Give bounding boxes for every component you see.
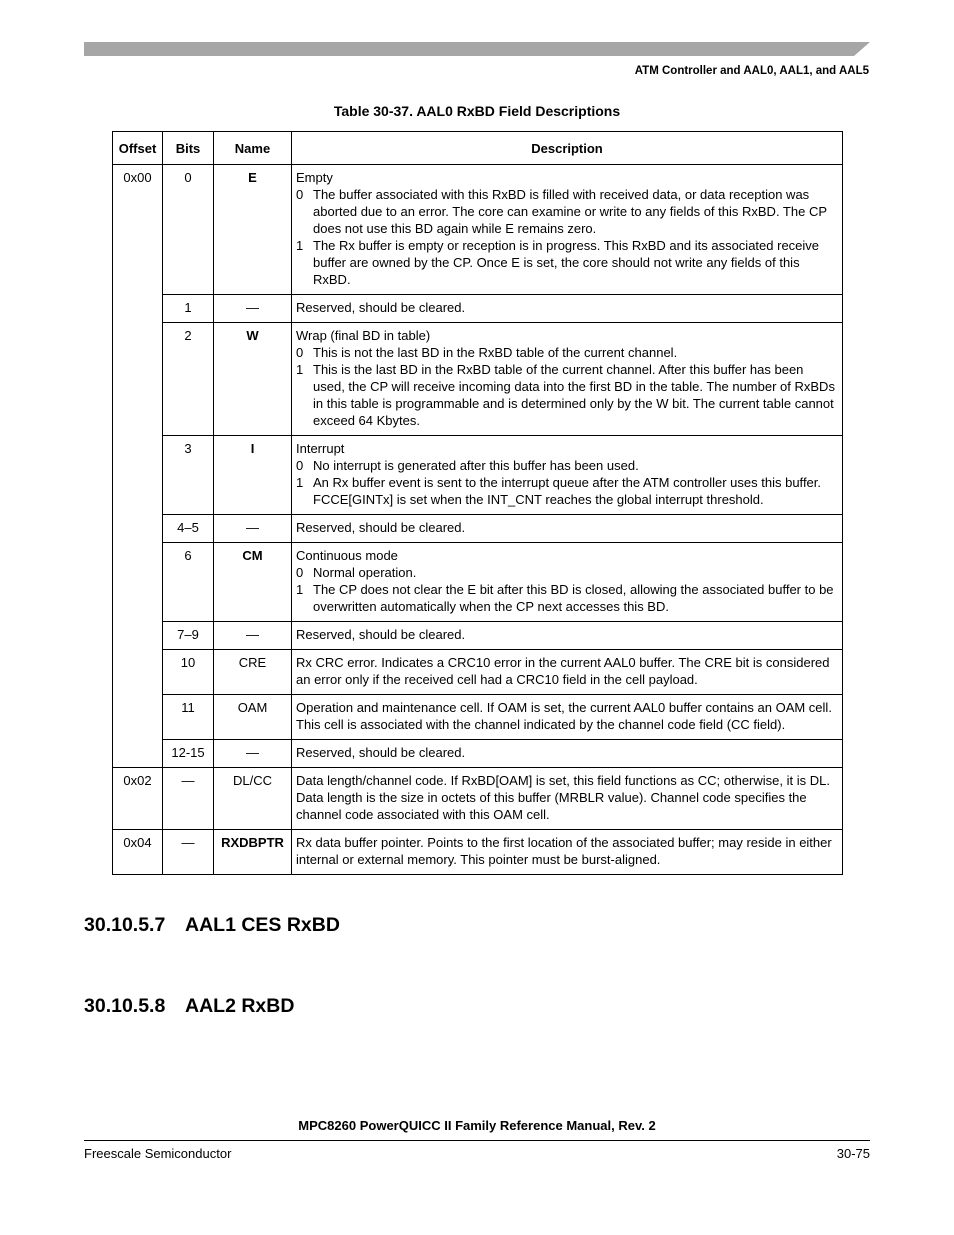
- option-item: [296, 474, 838, 508]
- option-item: [296, 457, 838, 474]
- option-text: This is not the last BD in the RxBD table of the current channel.: [313, 345, 678, 360]
- table-row: [113, 830, 843, 875]
- table-row: [113, 543, 843, 622]
- table-row: [113, 295, 843, 323]
- option-item: [296, 361, 838, 429]
- bits-cell: 11: [163, 695, 214, 740]
- bits-cell: 6: [163, 543, 214, 622]
- option-key: 0: [296, 458, 304, 473]
- offset-cell: 0x04: [113, 830, 163, 875]
- name-cell: —: [214, 515, 292, 543]
- footer-company: Freescale Semiconductor: [84, 1146, 232, 1161]
- bits-cell: 12-15: [163, 740, 214, 768]
- name-cell: CRE: [214, 650, 292, 695]
- description-title: Empty: [296, 170, 333, 185]
- table-row: [113, 436, 843, 515]
- column-header-name: Name: [214, 132, 292, 165]
- bits-cell: 3: [163, 436, 214, 515]
- option-key: 0: [296, 565, 304, 580]
- name-cell: —: [214, 622, 292, 650]
- option-key: 1: [296, 475, 304, 490]
- section-heading-aal1-ces-rxbd: [84, 914, 340, 937]
- table-row: [113, 323, 843, 436]
- column-header-description: Description: [292, 132, 843, 165]
- column-header-offset: Offset: [113, 132, 163, 165]
- option-key: 1: [296, 238, 304, 253]
- name-cell: —: [214, 740, 292, 768]
- bits-cell: 0: [163, 165, 214, 295]
- description-cell: Reserved, should be cleared.: [292, 740, 843, 768]
- description-cell: [292, 323, 843, 436]
- page-number: 30-75: [836, 1146, 870, 1161]
- name-cell: RXDBPTR: [214, 830, 292, 875]
- offset-cell: 0x00: [113, 165, 163, 768]
- option-item: [296, 237, 838, 288]
- bits-cell: 7–9: [163, 622, 214, 650]
- name-cell: CM: [214, 543, 292, 622]
- description-cell: Rx CRC error. Indicates a CRC10 error in the current AAL0 buffer. The CRE bit is considered an error only if the received cell had a CRC10 field in the cell payload.: [292, 650, 843, 695]
- description-cell: Reserved, should be cleared.: [292, 515, 843, 543]
- name-cell: —: [214, 295, 292, 323]
- description-cell: [292, 543, 843, 622]
- option-item: [296, 564, 838, 581]
- table-row: [113, 650, 843, 695]
- bits-cell: 1: [163, 295, 214, 323]
- option-text: An Rx buffer event is sent to the interrupt queue after the ATM controller uses this buffer. FCCE[GINTx] is set when the INT_CNT reaches the global interrupt threshold.: [313, 475, 822, 507]
- table-row: [113, 515, 843, 543]
- option-item: [296, 581, 838, 615]
- option-item: [296, 344, 838, 361]
- option-text: The Rx buffer is empty or reception is in progress. This RxBD and its associated receive buffer are owned by the CP. Once E is set, the core should not write any fields of this RxBD.: [313, 238, 820, 287]
- option-text: Normal operation.: [313, 565, 417, 580]
- section-number: 30.10.5.7: [84, 914, 166, 936]
- option-key: 1: [296, 582, 304, 597]
- column-header-bits: Bits: [163, 132, 214, 165]
- bits-cell: 2: [163, 323, 214, 436]
- description-cell: Reserved, should be cleared.: [292, 622, 843, 650]
- option-text: The CP does not clear the E bit after this BD is closed, allowing the associated buffer to be overwritten automatically when the CP next accesses this BD.: [313, 582, 834, 614]
- option-key: 0: [296, 187, 304, 202]
- description-cell: [292, 436, 843, 515]
- option-key: 1: [296, 362, 304, 377]
- field-descriptions-table: [112, 131, 843, 875]
- table-row: [113, 740, 843, 768]
- option-text: The buffer associated with this RxBD is filled with received data, or data reception was aborted due to an error. The core can examine or write to any fields of this RxBD. The CP does not use this BD again while E remains zero.: [313, 187, 827, 236]
- description-cell: Reserved, should be cleared.: [292, 295, 843, 323]
- footer-manual-title: MPC8260 PowerQUICC II Family Reference Manual, Rev. 2: [298, 1118, 656, 1133]
- description-cell: Data length/channel code. If RxBD[OAM] is set, this field functions as CC; otherwise, it is DL. Data length is the size in octets of this buffer (MRBLR value). Channel code specifies the channel code associated with this OAM cell.: [292, 768, 843, 830]
- table-row: [113, 768, 843, 830]
- table-row: [113, 165, 843, 295]
- option-key: 0: [296, 345, 304, 360]
- description-title: Continuous mode: [296, 548, 398, 563]
- section-title: AAL1 CES RxBD: [185, 914, 340, 936]
- option-text: This is the last BD in the RxBD table of the current channel. After this buffer has been used, the CP will receive incoming data into the first BD in the table. The number of RxBDs in this table is programmable and is determined only by the W bit. The current table cannot exceed 64 Kbytes.: [313, 362, 835, 428]
- name-cell: OAM: [214, 695, 292, 740]
- section-heading-aal2-rxbd: [84, 995, 294, 1018]
- name-cell: I: [214, 436, 292, 515]
- bits-cell: —: [163, 830, 214, 875]
- section-number: 30.10.5.8: [84, 995, 166, 1017]
- name-cell: DL/CC: [214, 768, 292, 830]
- description-title: Interrupt: [296, 441, 345, 456]
- description-cell: [292, 165, 843, 295]
- chapter-header: ATM Controller and AAL0, AAL1, and AAL5: [634, 65, 869, 77]
- bits-cell: —: [163, 768, 214, 830]
- table-header-row: [113, 132, 843, 165]
- option-item: [296, 186, 838, 237]
- option-text: No interrupt is generated after this buffer has been used.: [313, 458, 639, 473]
- header-bar: [84, 42, 870, 56]
- bits-cell: 4–5: [163, 515, 214, 543]
- description-title: Wrap (final BD in table): [296, 328, 431, 343]
- table-title: Table 30-37. AAL0 RxBD Field Descriptions: [333, 103, 621, 119]
- table-row: [113, 622, 843, 650]
- description-cell: Rx data buffer pointer. Points to the first location of the associated buffer; may reside in either internal or external memory. This pointer must be burst-aligned.: [292, 830, 843, 875]
- offset-cell: 0x02: [113, 768, 163, 830]
- footer-divider: [84, 1140, 870, 1141]
- description-cell: Operation and maintenance cell. If OAM is set, the current AAL0 buffer contains an OAM cell. This cell is associated with the channel indicated by the channel code field (CC field).: [292, 695, 843, 740]
- table-row: [113, 695, 843, 740]
- name-cell: E: [214, 165, 292, 295]
- bits-cell: 10: [163, 650, 214, 695]
- section-title: AAL2 RxBD: [185, 995, 295, 1017]
- name-cell: W: [214, 323, 292, 436]
